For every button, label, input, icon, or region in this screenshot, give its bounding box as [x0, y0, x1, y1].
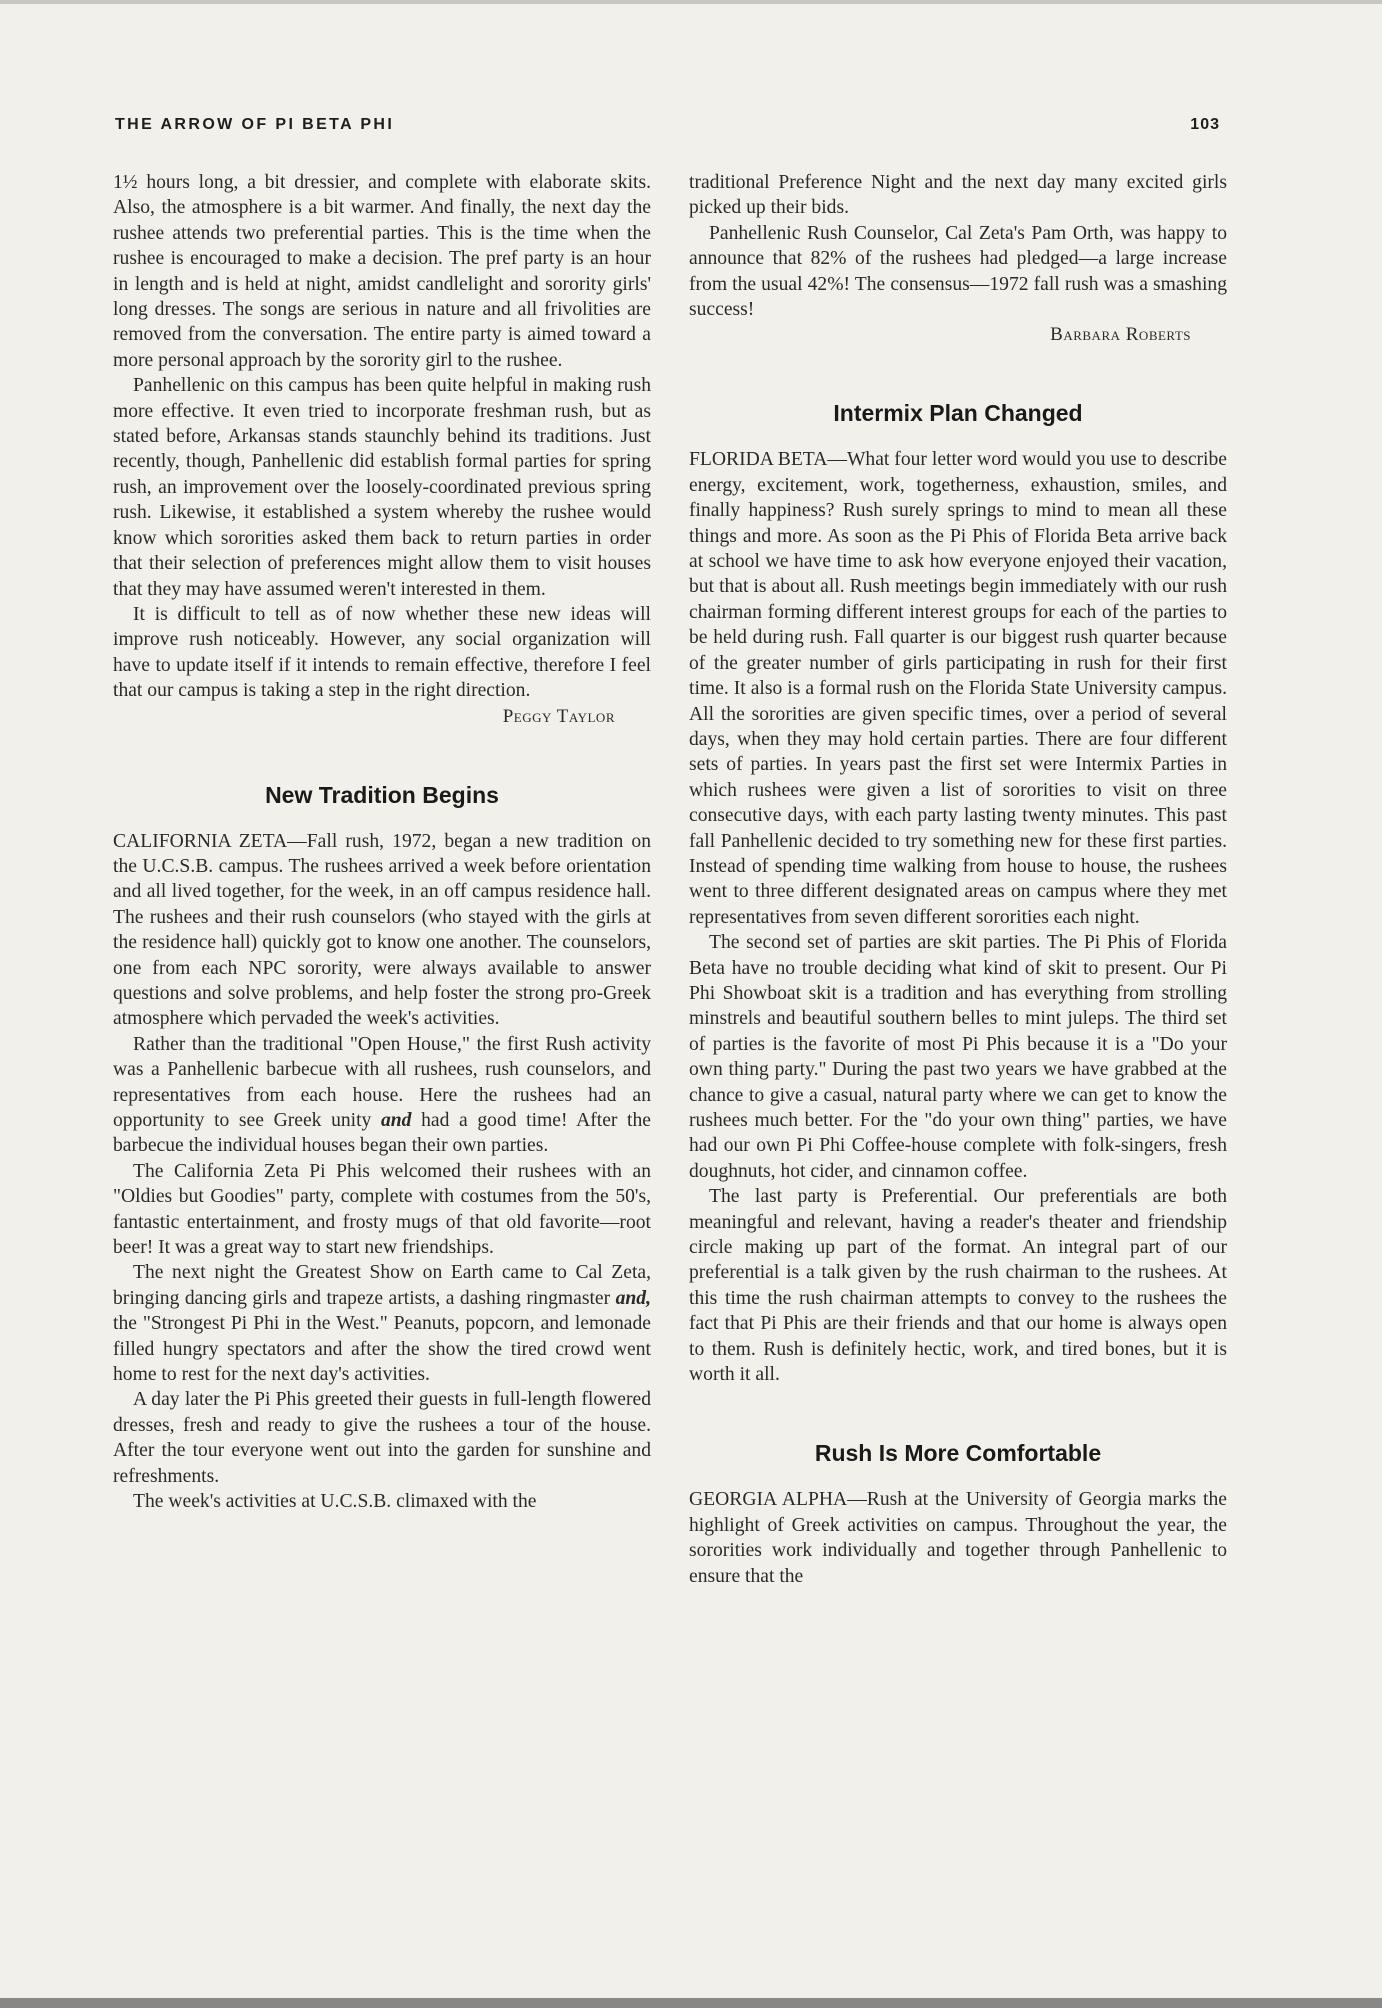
paragraph: FLORIDA BETA—What four letter word would you use to describe energy, excitement, work, togetherness, exhaustion, smiles, and finally happiness? Rush surely springs to mind to mean all these things and more. As soon as the Pi Phis of Florida Beta arrive back at school we have time to ask how everyone enjoyed their vacation, but that is about all. Rush meetings begin immediately with our rush chairman forming different interest groups for each of the parties to be held during rush. Fall quarter is our biggest rush quarter because of the greater number of girls participating in rush for their first time. It also is a formal rush on the Florida State University campus. All the sororities are given specific times, over a period of several days, when they may hold certain parties. There are four different sets of parties. In years past the first set were Intermix Parties in which rushees were given a list of sororities to visit on three consecutive days, with each party lasting twenty minutes. This past fall Panhellenic decided to try something new for these first parties. Instead of spending time walking from house to house, the rushees went to three different designated areas on campus where they met representatives from seven different sororities each night. [689, 449, 1227, 928]
paragraph: 1½ hours long, a bit dressier, and complete with elaborate skits. Also, the atmosphere is a bit warmer. And finally, the next day the rushee attends two preferential parties. This is the time when the rushee is encouraged to make a decision. The pref party is an hour in length and is held at night, amidst candlelight and sorority girls' long dresses. The songs are serious in nature and all frivolities are removed from the conversation. The entire party is aimed toward a more personal approach by the sorority girl to the rushee. [113, 172, 651, 371]
paragraph: A day later the Pi Phis greeted their guests in full-length flowered dresses, fresh and ready to give the rushees a tour of the house. After the tour everyone went out into the garden for sunshine and refreshments. [113, 1389, 651, 1487]
paragraph: The last party is Preferential. Our preferentials are both meaningful and relevant, having a reader's theater and friendship circle making up part of the format. An integral part of our preferential is a talk given by the rush chairman to the rushees. At this time the rush chairman attempts to convey to the rushees the fact that Pi Phis are their friends and that our home is always open to them. Rush is definitely hectic, work, and tired bones, but it is worth it all. [689, 1186, 1227, 1386]
paragraph: It is difficult to tell as of now whether these new ideas will improve rush noticeably. However, any social organization will have to update itself if it intends to remain effective, therefore I feel that our campus is taking a step in the right direction. [113, 603, 651, 702]
text-run: the "Strongest Pi Phi in the West." Peanuts, popcorn, and lemonade filled hungry spectators and after the show the tired crowd went home to rest for the next day's activities. [113, 1313, 651, 1386]
section-heading: Rush Is More Comfortable [814, 1440, 1102, 1467]
paragraph: The California Zeta Pi Phis welcomed their rushees with an "Oldies but Goodies" party, complete with costumes from the 50's, fantastic entertainment, and frosty mugs of that old favorite—root beer! It was a great way to start new friendships. [113, 1160, 651, 1259]
author-signature: Barbara Roberts [1050, 324, 1191, 346]
left-column [113, 170, 651, 1830]
scan-edge-bottom [0, 1998, 1382, 2008]
paragraph: Panhellenic on this campus has been quite helpful in making rush more effective. It even tried to incorporate freshman rush, but as stated before, Arkansas stands staunchly behind its traditions. Just recently, though, Panhellenic did establish formal parties for spring rush, an improvement over the loosely-coordinated previous spring rush. Likewise, it established a system whereby the rushee would know which sororities asked them back to return parties in order that their selection of preferences might allow them to visit houses that they may have assumed weren't interested in them. [113, 375, 651, 600]
running-header [115, 116, 1220, 140]
paragraph: GEORGIA ALPHA—Rush at the University of Georgia marks the highlight of Greek activities on campus. Throughout the year, the sororities work individually and together through Panhellenic to ensure that the [689, 1489, 1227, 1587]
emphasis: and, [615, 1287, 651, 1309]
scan-edge-top [0, 0, 1382, 4]
journal-title: THE ARROW OF PI BETA PHI [115, 116, 395, 133]
emphasis: and [380, 1110, 412, 1131]
paragraph [113, 1032, 651, 1159]
paragraph [113, 1260, 651, 1387]
paragraph: The second set of parties are skit parties. The Pi Phis of Florida Beta have no trouble deciding what kind of skit to present. Our Pi Phi Showboat skit is a tradition and has everything from strolling minstrels and beautiful southern belles to mint juleps. The third set of parties is the favorite of most Pi Phis because it is a "Do your own thing party." During the past two years we have grabbed at the chance to give a casual, natural party where we can get to know the rushees much better. For the "do your own thing" parties, we have had our own Pi Phi Coffee-house complete with folk-singers, fresh doughnuts, hot cider, and cinnamon coffee. [689, 932, 1227, 1182]
page-number: 103 [1190, 116, 1220, 133]
author-signature: Peggy Taylor [502, 705, 615, 727]
text-run: The next night the Greatest Show on Earth came to Cal Zeta, bringing dancing girls and trapeze artists, a dashing ringmaster [113, 1262, 651, 1309]
right-column [689, 170, 1227, 1830]
paragraph: The week's activities at U.C.S.B. climaxed with the [133, 1491, 537, 1513]
section-heading: Intermix Plan Changed [833, 400, 1083, 427]
text-run: Rather than the traditional "Open House," the first Rush activity was a Panhellenic barbecue with all rushees, rush counselors, and representatives from each house. Here the rushees had an opportunity to see Greek unity [113, 1033, 651, 1131]
text-run: had a good time! After the barbecue the individual houses began their own parties. [113, 1110, 651, 1157]
section-heading: New Tradition Begins [265, 781, 499, 808]
paragraph: CALIFORNIA ZETA—Fall rush, 1972, began a new tradition on the U.C.S.B. campus. The rushees arrived a week before orientation and all lived together, for the week, in an off campus residence hall. The rushees and their rush counselors (who stayed with the girls at the residence hall) quickly got to know one another. The counselors, one from each NPC sorority, were always available to answer questions and solve problems, and help foster the strong pro-Greek atmosphere which pervaded the week's activities. [113, 830, 651, 1030]
paragraph: Panhellenic Rush Counselor, Cal Zeta's Pam Orth, was happy to announce that 82% of the rushees had pledged—a large increase from the usual 42%! The consensus—1972 fall rush was a smashing success! [689, 222, 1227, 321]
paragraph: traditional Preference Night and the next day many excited girls picked up their bids. [689, 172, 1227, 219]
